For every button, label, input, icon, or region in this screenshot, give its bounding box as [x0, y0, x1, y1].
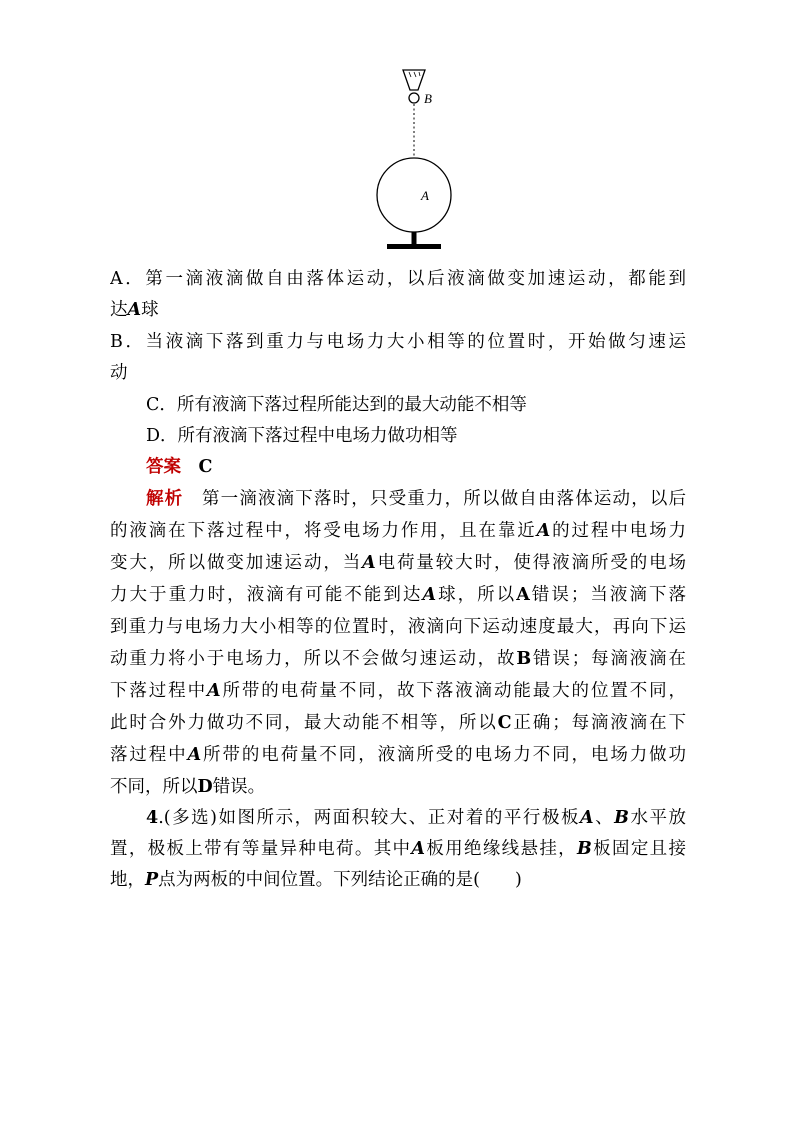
var-b: B	[614, 808, 629, 828]
answer-label: 答案	[146, 457, 181, 477]
question4-text-2b: 板用绝缘线悬挂，	[424, 839, 578, 859]
question4-text-1a: .(多选)如图所示，两面积较大、正对着的平行极板	[158, 808, 580, 828]
analysis-line5	[110, 612, 686, 643]
analysis-text-7b: 所带的电荷量不同，故下落液滴动能最大的位置不同，	[220, 681, 686, 701]
droplet-b	[409, 93, 419, 103]
question-number: 4	[146, 808, 159, 828]
question4-line1	[146, 803, 686, 834]
analysis-text-2b: 的过程中电场力	[550, 521, 686, 541]
analysis-line7	[110, 676, 686, 707]
var-a: A	[536, 521, 551, 541]
answer-line	[146, 452, 686, 483]
var-a: A	[127, 300, 142, 320]
option-a-line1	[110, 264, 686, 295]
analysis-line4	[110, 580, 686, 611]
analysis-text-1: 第一滴液滴下落时，只受重力，所以做自由落体运动，以后	[202, 489, 686, 509]
question4-line3	[110, 865, 686, 896]
option-b-line2	[110, 358, 686, 389]
analysis-text-4b: 球，所以	[436, 585, 517, 605]
option-b-text: B．当液滴下落到重力与电场力大小相等的位置时，开始做匀速运	[110, 332, 686, 352]
option-ref-a: A	[516, 585, 530, 605]
var-a: A	[580, 808, 594, 828]
option-d-text: D．所有液滴下落过程中电场力做功相等	[146, 426, 458, 446]
analysis-line10	[110, 772, 686, 803]
analysis-line2	[110, 516, 686, 547]
analysis-line8	[110, 708, 686, 739]
analysis-line9	[110, 740, 686, 771]
option-ref-d: D	[197, 777, 213, 797]
option-ref-b: B	[516, 649, 532, 669]
analysis-text-4c: 错误；当液滴下落	[529, 585, 686, 605]
droplet-sphere-figure	[373, 60, 463, 255]
analysis-text-6b: 错误；每滴液滴在	[531, 649, 686, 669]
analysis-text-6a: 动重力将小于电场力，所以不会做匀速运动，故	[110, 649, 517, 669]
option-d	[146, 421, 686, 452]
analysis-line6	[110, 644, 686, 675]
analysis-text-10a: 不同，所以	[110, 777, 198, 797]
var-a: A	[362, 553, 376, 573]
question4-text-3a: 地，	[110, 870, 145, 890]
question4-text-3b: 点为两板的中间位置。下列结论正确的是( )	[158, 870, 522, 890]
var-a: A	[411, 839, 425, 859]
analysis-text-5: 到重力与电场力大小相等的位置时，液滴向下运动速度最大，再向下运	[110, 617, 686, 637]
question4-sep: 、	[593, 808, 615, 828]
stand-base	[387, 244, 441, 249]
analysis-line1	[146, 484, 686, 515]
option-a-text-2: 达	[110, 300, 128, 320]
option-a-text: A．第一滴液滴做自由落体运动，以后液滴做变加速运动，都能到	[110, 269, 686, 289]
option-c-text: C．所有液滴下落过程所能达到的最大动能不相等	[146, 395, 527, 415]
var-a: A	[206, 681, 221, 701]
analysis-line3	[110, 548, 686, 579]
analysis-text-7a: 下落过程中	[110, 681, 207, 701]
label-a: A	[421, 188, 429, 203]
analysis-text-3a: 变大，所以做变加速运动，当	[110, 553, 363, 573]
var-b: B	[577, 839, 592, 859]
nozzle-hatch-3	[419, 72, 420, 76]
option-ref-c: C	[497, 713, 512, 733]
nozzle-hatch-2	[414, 72, 416, 77]
option-a-line2	[110, 295, 686, 326]
label-b: B	[424, 91, 432, 106]
option-c	[146, 390, 686, 421]
analysis-text-2a: 的液滴在下落过程中，将受电场力作用，且在靠近	[110, 521, 537, 541]
answer-value: C	[198, 457, 213, 477]
var-a: A	[422, 585, 437, 605]
question4-text-1b: 水平放	[628, 808, 686, 828]
question4-text-2c: 板固定且接	[591, 839, 686, 859]
option-a-text-3: 球	[141, 300, 159, 320]
analysis-text-8b: 正确；每滴液滴在下	[511, 713, 686, 733]
option-b-line1	[110, 327, 686, 358]
analysis-text-10b: 错误。	[212, 777, 266, 797]
sphere-a	[377, 158, 451, 232]
analysis-text-9b: 所带的电荷量不同，液滴所受的电场力不同，电场力做功	[201, 745, 686, 765]
analysis-text-3b: 电荷量较大时，使得液滴所受的电场	[375, 553, 686, 573]
analysis-label: 解析	[146, 489, 184, 509]
analysis-text-8a: 此时合外力做功不同，最大动能不相等，所以	[110, 713, 498, 733]
var-p: P	[145, 870, 159, 890]
analysis-text-4a: 力大于重力时，液滴有可能不能到达	[110, 585, 423, 605]
stand-post	[412, 232, 417, 246]
analysis-text-9a: 落过程中	[110, 745, 188, 765]
question4-line2	[110, 834, 686, 865]
question4-text-2a: 置，极板上带有等量异种电荷。其中	[110, 839, 412, 859]
nozzle-hatch-1	[409, 72, 411, 77]
option-b-text-2: 动	[110, 363, 128, 383]
var-a: A	[187, 745, 202, 765]
